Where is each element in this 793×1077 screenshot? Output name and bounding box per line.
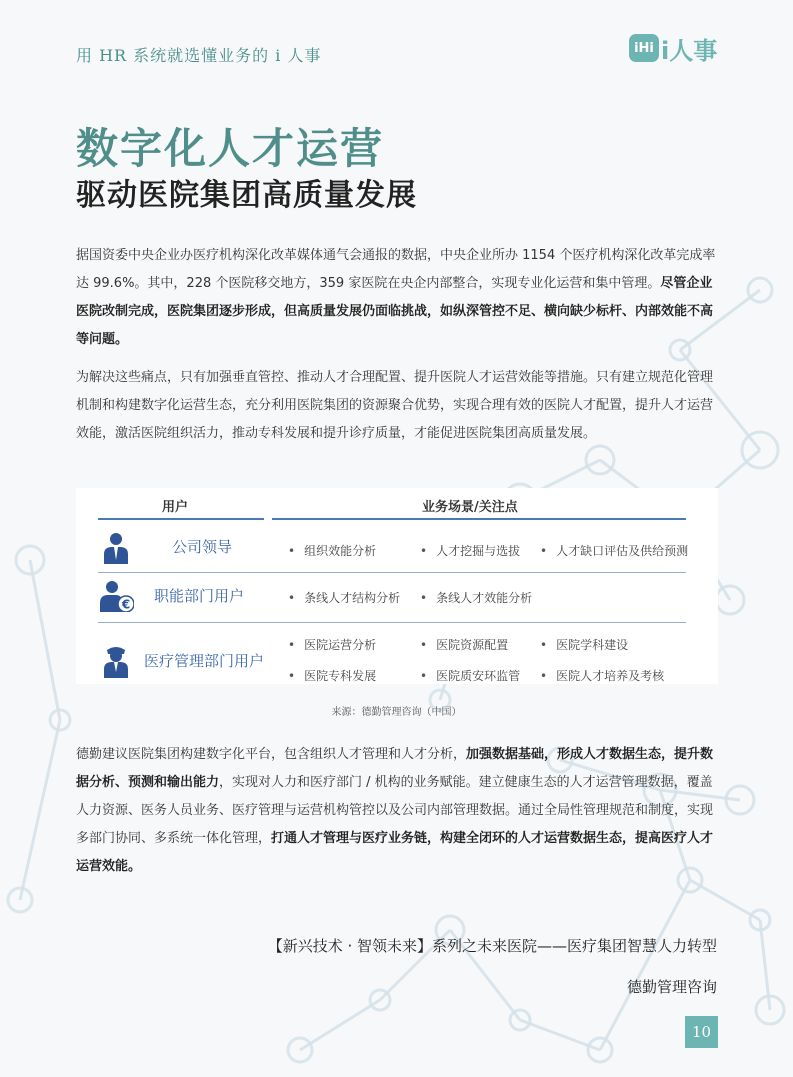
svg-text:€: € (121, 597, 131, 612)
paragraph-3-text-1: 德勤建议医院集团构建数字化平台，包含组织人才管理和人才分析， (76, 747, 467, 762)
scenario-item: • 条线人才结构分析 (288, 589, 400, 606)
scenario-item: • 医院资源配置 (420, 636, 508, 653)
paragraph-1-bold: 尽管企业医院改制完成，医院集团逐步形成，但高质量发展仍面临挑战，如纵深管控不足、横向缺少标杆、内部效能不高等问题。 (76, 276, 714, 347)
user-scenario-figure (76, 488, 718, 684)
author-name: 德勤管理咨询 (626, 978, 717, 996)
figure-header-rule-left (98, 518, 264, 520)
logo-text: i人事 (661, 36, 718, 65)
finance-user-icon (100, 580, 134, 612)
page-title: 数字化人才运营 (76, 124, 385, 173)
figure-header-scene: 业务场景/关注点 (422, 500, 518, 515)
scenario-item: • 医院学科建设 (540, 636, 628, 653)
paragraph-3-bold-1: 加强数据基础，形成人才数据生态，提升数据分析、预测和输出能力 (76, 747, 714, 790)
brand-logo[interactable] (629, 33, 717, 63)
row-divider (98, 622, 686, 623)
row-label-medical: 医疗管理部门用户 (144, 652, 265, 670)
paragraph-3 (76, 741, 718, 881)
paragraph-3-text-2: ，实现对人力和医疗部门 / 机构的业务赋能。建立健康生态的人才运营管理数据，覆盖人力资源、医务人员业务、医疗管理与运营机构管控以及公司内部管理数据。通过全局性管理规范和制度，实现多部门协同、多系统一体化管理， (76, 775, 714, 846)
paragraph-1-text: 据国资委中央企业办医疗机构深化改革媒体通气会通报的数据，中央企业所办 1154 个医疗机构深化改革完成率达 99.6%。其中，228 个医院移交地方，359 家医院在央企内部整合，实现专业化运营和集中管理。 (76, 248, 716, 291)
scenario-item: • 医院人才培养及考核 (540, 667, 664, 684)
figure-caption: 来源：德勤管理咨询（中国） (331, 707, 462, 718)
scenario-item: • 人才缺口评估及供给预测 (540, 542, 688, 559)
leader-icon (102, 532, 130, 564)
scenario-item: • 医院专科发展 (288, 667, 376, 684)
page-subtitle: 驱动医院集团高质量发展 (76, 178, 417, 213)
scenario-item: • 条线人才效能分析 (420, 589, 532, 606)
series-title: 【新兴技术 · 智领未来】系列之未来医院——医疗集团智慧人力转型 (267, 937, 717, 955)
page-number: 10 (685, 1016, 718, 1048)
row-label-leader: 公司领导 (172, 538, 233, 556)
figure-header-rule-right (272, 518, 686, 520)
header-slogan: 用 HR 系统就选懂业务的 i 人事 (76, 46, 322, 65)
scenario-item: • 医院运营分析 (288, 636, 376, 653)
row-label-functional: 职能部门用户 (154, 587, 245, 605)
paragraph-2: 为解决这些痛点，只有加强垂直管控、推动人才合理配置、提升医院人才运营效能等措施。只有建立规范化管理机制和构建数字化运营生态，充分利用医院集团的资源聚合优势，实现合理有效的医院人才配置，提升人才运营效能，激活医院组织活力，推动专科发展和提升诊疗质量，才能促进医院集团高质量发展。 (76, 370, 714, 441)
doctor-icon (102, 644, 130, 678)
scenario-item: • 医院质安环监管 (420, 667, 520, 684)
row-divider (98, 572, 686, 573)
logo-badge-icon: iHi (629, 34, 659, 62)
scenario-item: • 组织效能分析 (288, 542, 376, 559)
figure-header-user: 用户 (162, 500, 189, 515)
scenario-item: • 人才挖掘与选拔 (420, 542, 520, 559)
paragraph-1 (76, 242, 718, 354)
paragraph-3-bold-2: 打通人才管理与医疗业务链，构建全闭环的人才运营数据生态，提高医疗人才运营效能。 (76, 831, 714, 874)
